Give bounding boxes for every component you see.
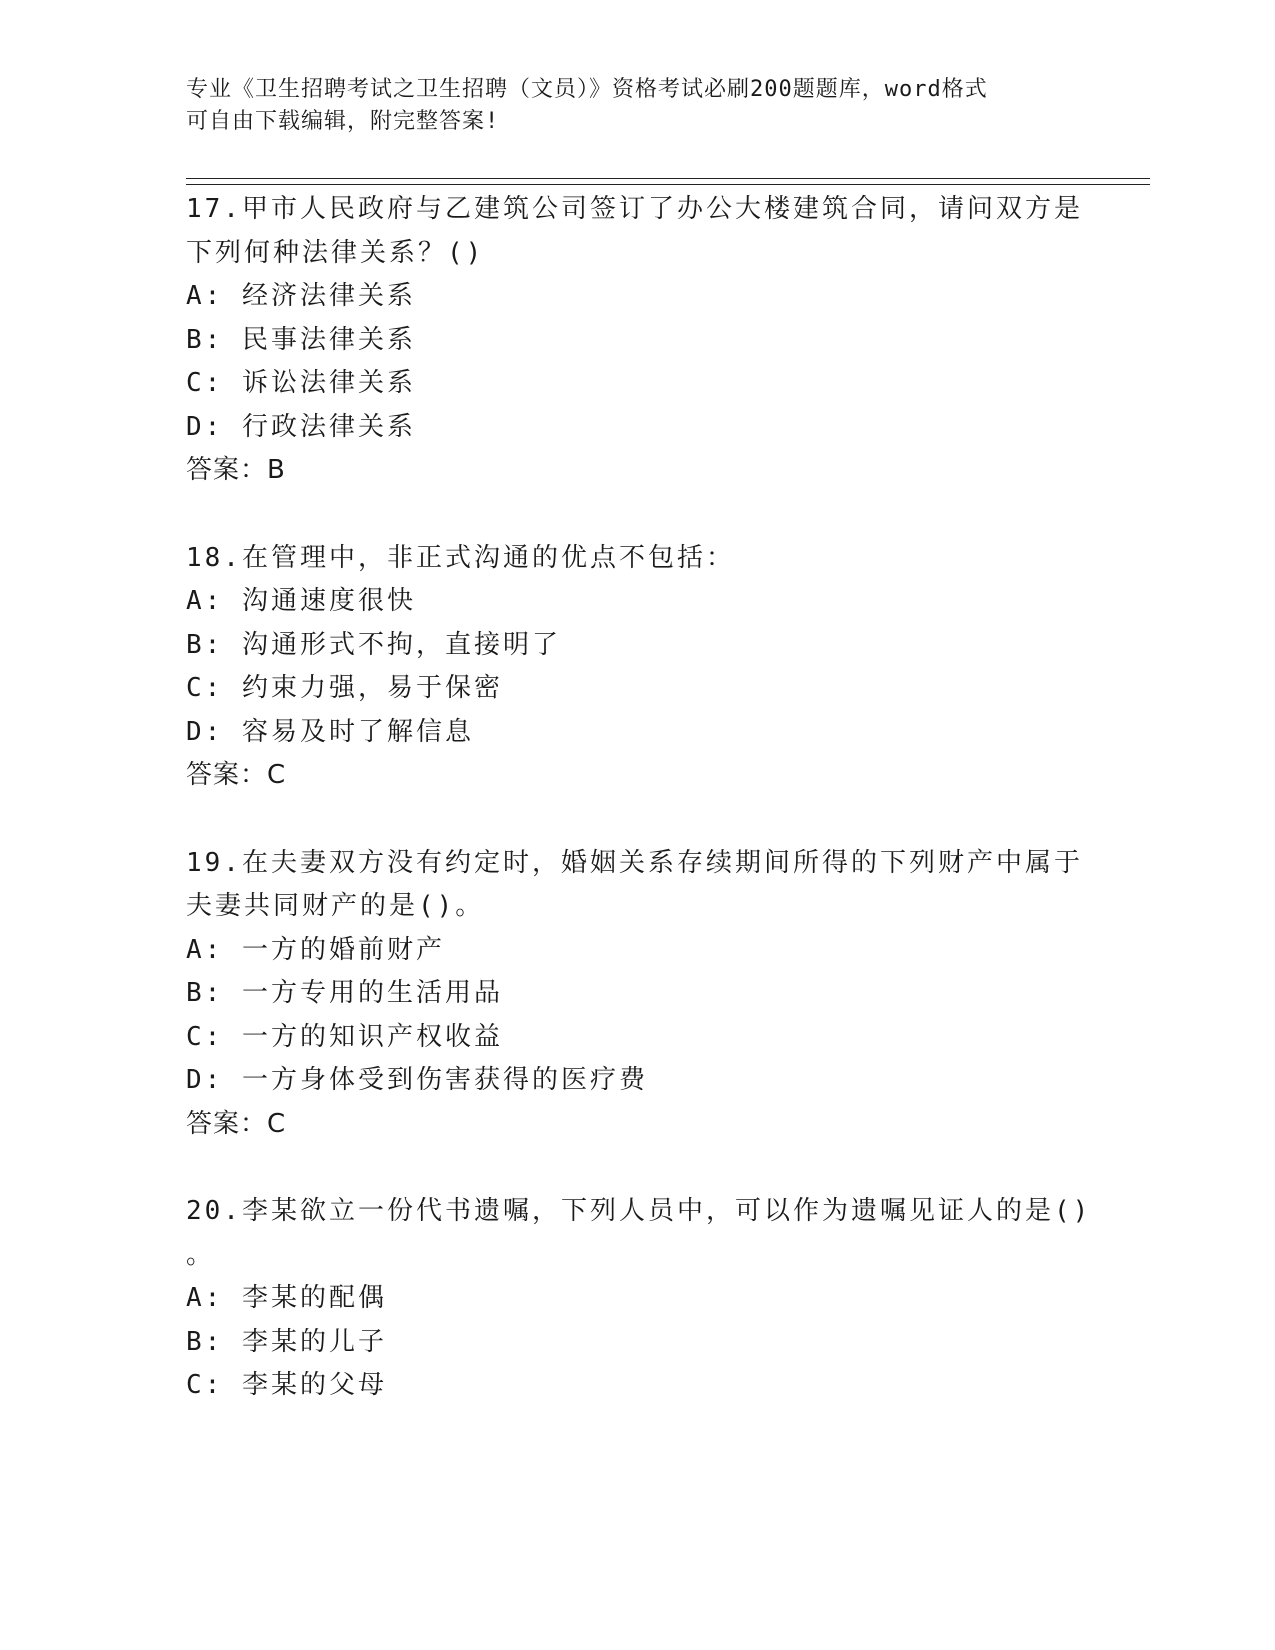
question-stem-line: 。 (186, 1240, 216, 1270)
option-a: A: 经济法律关系 (186, 281, 416, 311)
option-a: A: 一方的婚前财产 (186, 935, 445, 965)
option-b: B: 沟通形式不拘，直接明了 (186, 630, 561, 660)
question-stem-line: 17.甲市人民政府与乙建筑公司签订了办公大楼建筑合同，请问双方是 (186, 194, 1083, 224)
option-d: D: 一方身体受到伤害获得的医疗费 (186, 1065, 648, 1095)
answer-label: 答案：C (186, 760, 287, 790)
option-b: B: 李某的儿子 (186, 1327, 387, 1357)
option-c: C: 李某的父母 (186, 1370, 387, 1400)
question-stem-line: 下列何种法律关系？() (186, 238, 485, 268)
header-line-2: 可自由下载编辑，附完整答案! (186, 109, 500, 134)
answer-label: 答案：C (186, 1109, 287, 1139)
option-c: C: 诉讼法律关系 (186, 368, 416, 398)
document-header (186, 74, 1066, 138)
header-divider-top (186, 178, 1150, 179)
question-stem-line: 18.在管理中，非正式沟通的优点不包括： (186, 543, 735, 573)
option-c: C: 约束力强，易于保密 (186, 673, 503, 703)
question-stem-line: 夫妻共同财产的是()。 (186, 891, 485, 921)
question-stem-line: 19.在夫妻双方没有约定时，婚姻关系存续期间所得的下列财产中属于 (186, 848, 1083, 878)
answer-label: 答案：B (186, 455, 286, 485)
option-d: D: 行政法律关系 (186, 412, 416, 442)
option-a: A: 沟通速度很快 (186, 586, 416, 616)
option-b: B: 一方专用的生活用品 (186, 978, 503, 1008)
option-d: D: 容易及时了解信息 (186, 717, 474, 747)
option-a: A: 李某的配偶 (186, 1283, 387, 1313)
option-c: C: 一方的知识产权收益 (186, 1022, 503, 1052)
option-b: B: 民事法律关系 (186, 325, 416, 355)
question-stem-line: 20.李某欲立一份代书遗嘱，下列人员中，可以作为遗嘱见证人的是() (186, 1196, 1092, 1226)
header-divider-bottom (186, 184, 1150, 185)
header-line-1: 专业《卫生招聘考试之卫生招聘（文员）》资格考试必刷200题题库，word格式 (186, 77, 988, 102)
